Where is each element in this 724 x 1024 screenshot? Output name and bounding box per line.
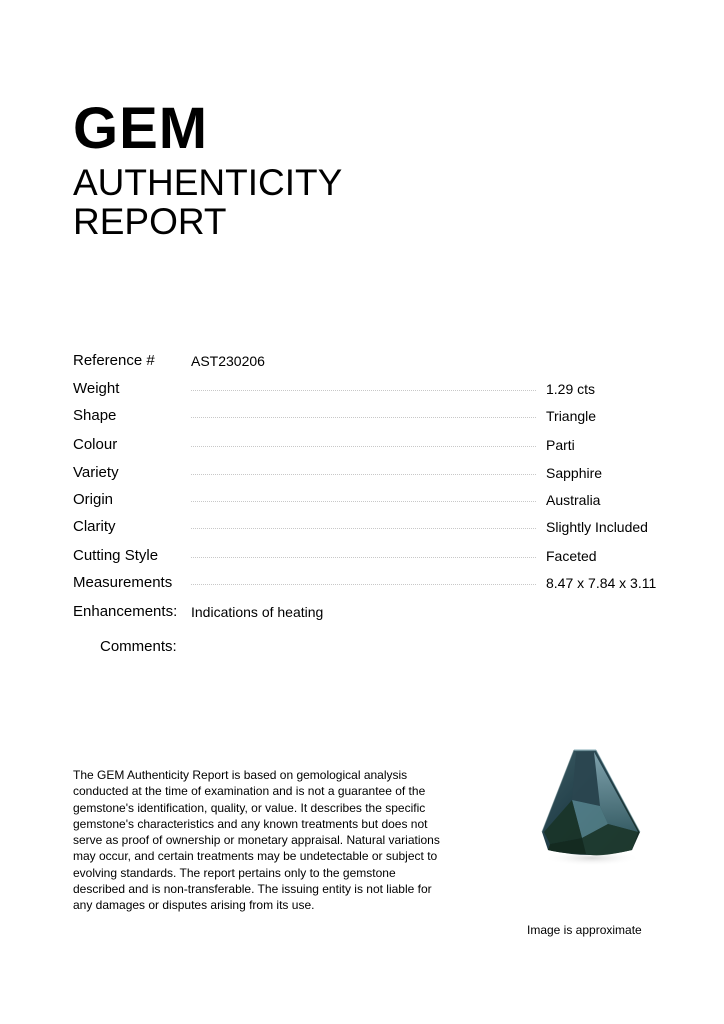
disclaimer-text: The GEM Authenticity Report is based on gemological analysis conducted at the time of examination and is not a guarantee of the gemstone's identification, quality, or value. It describes the specific gemstone's characteristics and any known treatments but does not serve as proof of ownership or monetary appraisal. Natural variations may occur, and certain treatments may be undetectable or subject to evolving standards. The report pertains only to the gemstone described and is non-transferable. The issuing entity is not liable for any damages or disputes arising from its use. xyxy=(73,768,440,913)
detail-row-colour xyxy=(73,434,673,456)
detail-label: Measurements xyxy=(73,574,173,591)
reference-label: Reference # xyxy=(73,352,155,369)
detail-value: Faceted xyxy=(546,548,597,564)
detail-label: Colour xyxy=(73,436,118,453)
dotted-leader xyxy=(191,557,536,558)
triangle-gemstone-icon xyxy=(538,746,646,870)
dotted-leader xyxy=(191,417,536,418)
detail-label: Cutting Style xyxy=(73,547,159,564)
detail-label: Shape xyxy=(73,407,117,424)
dotted-leader xyxy=(191,528,536,529)
enhancements-value: Indications of heating xyxy=(191,604,324,620)
detail-value: Slightly Included xyxy=(546,519,648,535)
report-title-report: REPORT xyxy=(73,201,227,242)
enhancements-row xyxy=(73,601,673,623)
dotted-leader xyxy=(191,446,536,447)
reference-row xyxy=(73,350,673,372)
dotted-leader xyxy=(191,390,536,391)
detail-value: Parti xyxy=(546,437,575,453)
detail-label: Clarity xyxy=(73,518,116,535)
report-title-gem: GEM xyxy=(73,96,209,161)
detail-label: Weight xyxy=(73,380,120,397)
detail-row-shape xyxy=(73,405,673,427)
dotted-leader xyxy=(191,584,536,585)
detail-value: Triangle xyxy=(546,408,597,424)
detail-value: Australia xyxy=(546,492,601,508)
detail-row-clarity xyxy=(73,516,673,538)
reference-value: AST230206 xyxy=(191,353,265,369)
detail-value: Sapphire xyxy=(546,465,603,481)
detail-value: 1.29 cts xyxy=(546,381,596,397)
image-caption: Image is approximate xyxy=(527,923,642,937)
detail-label: Origin xyxy=(73,491,114,508)
detail-row-origin xyxy=(73,489,673,511)
detail-label: Variety xyxy=(73,464,119,481)
detail-row-measurements xyxy=(73,572,673,594)
detail-row-weight xyxy=(73,378,673,400)
detail-value: 8.47 x 7.84 x 3.11 xyxy=(546,575,657,591)
detail-row-cutting-style xyxy=(73,545,673,567)
detail-row-variety xyxy=(73,462,673,484)
dotted-leader xyxy=(191,501,536,502)
report-title-authenticity: AUTHENTICITY xyxy=(73,162,343,203)
dotted-leader xyxy=(191,474,536,475)
comments-label: Comments: xyxy=(100,638,177,655)
enhancements-label: Enhancements: xyxy=(73,603,178,620)
